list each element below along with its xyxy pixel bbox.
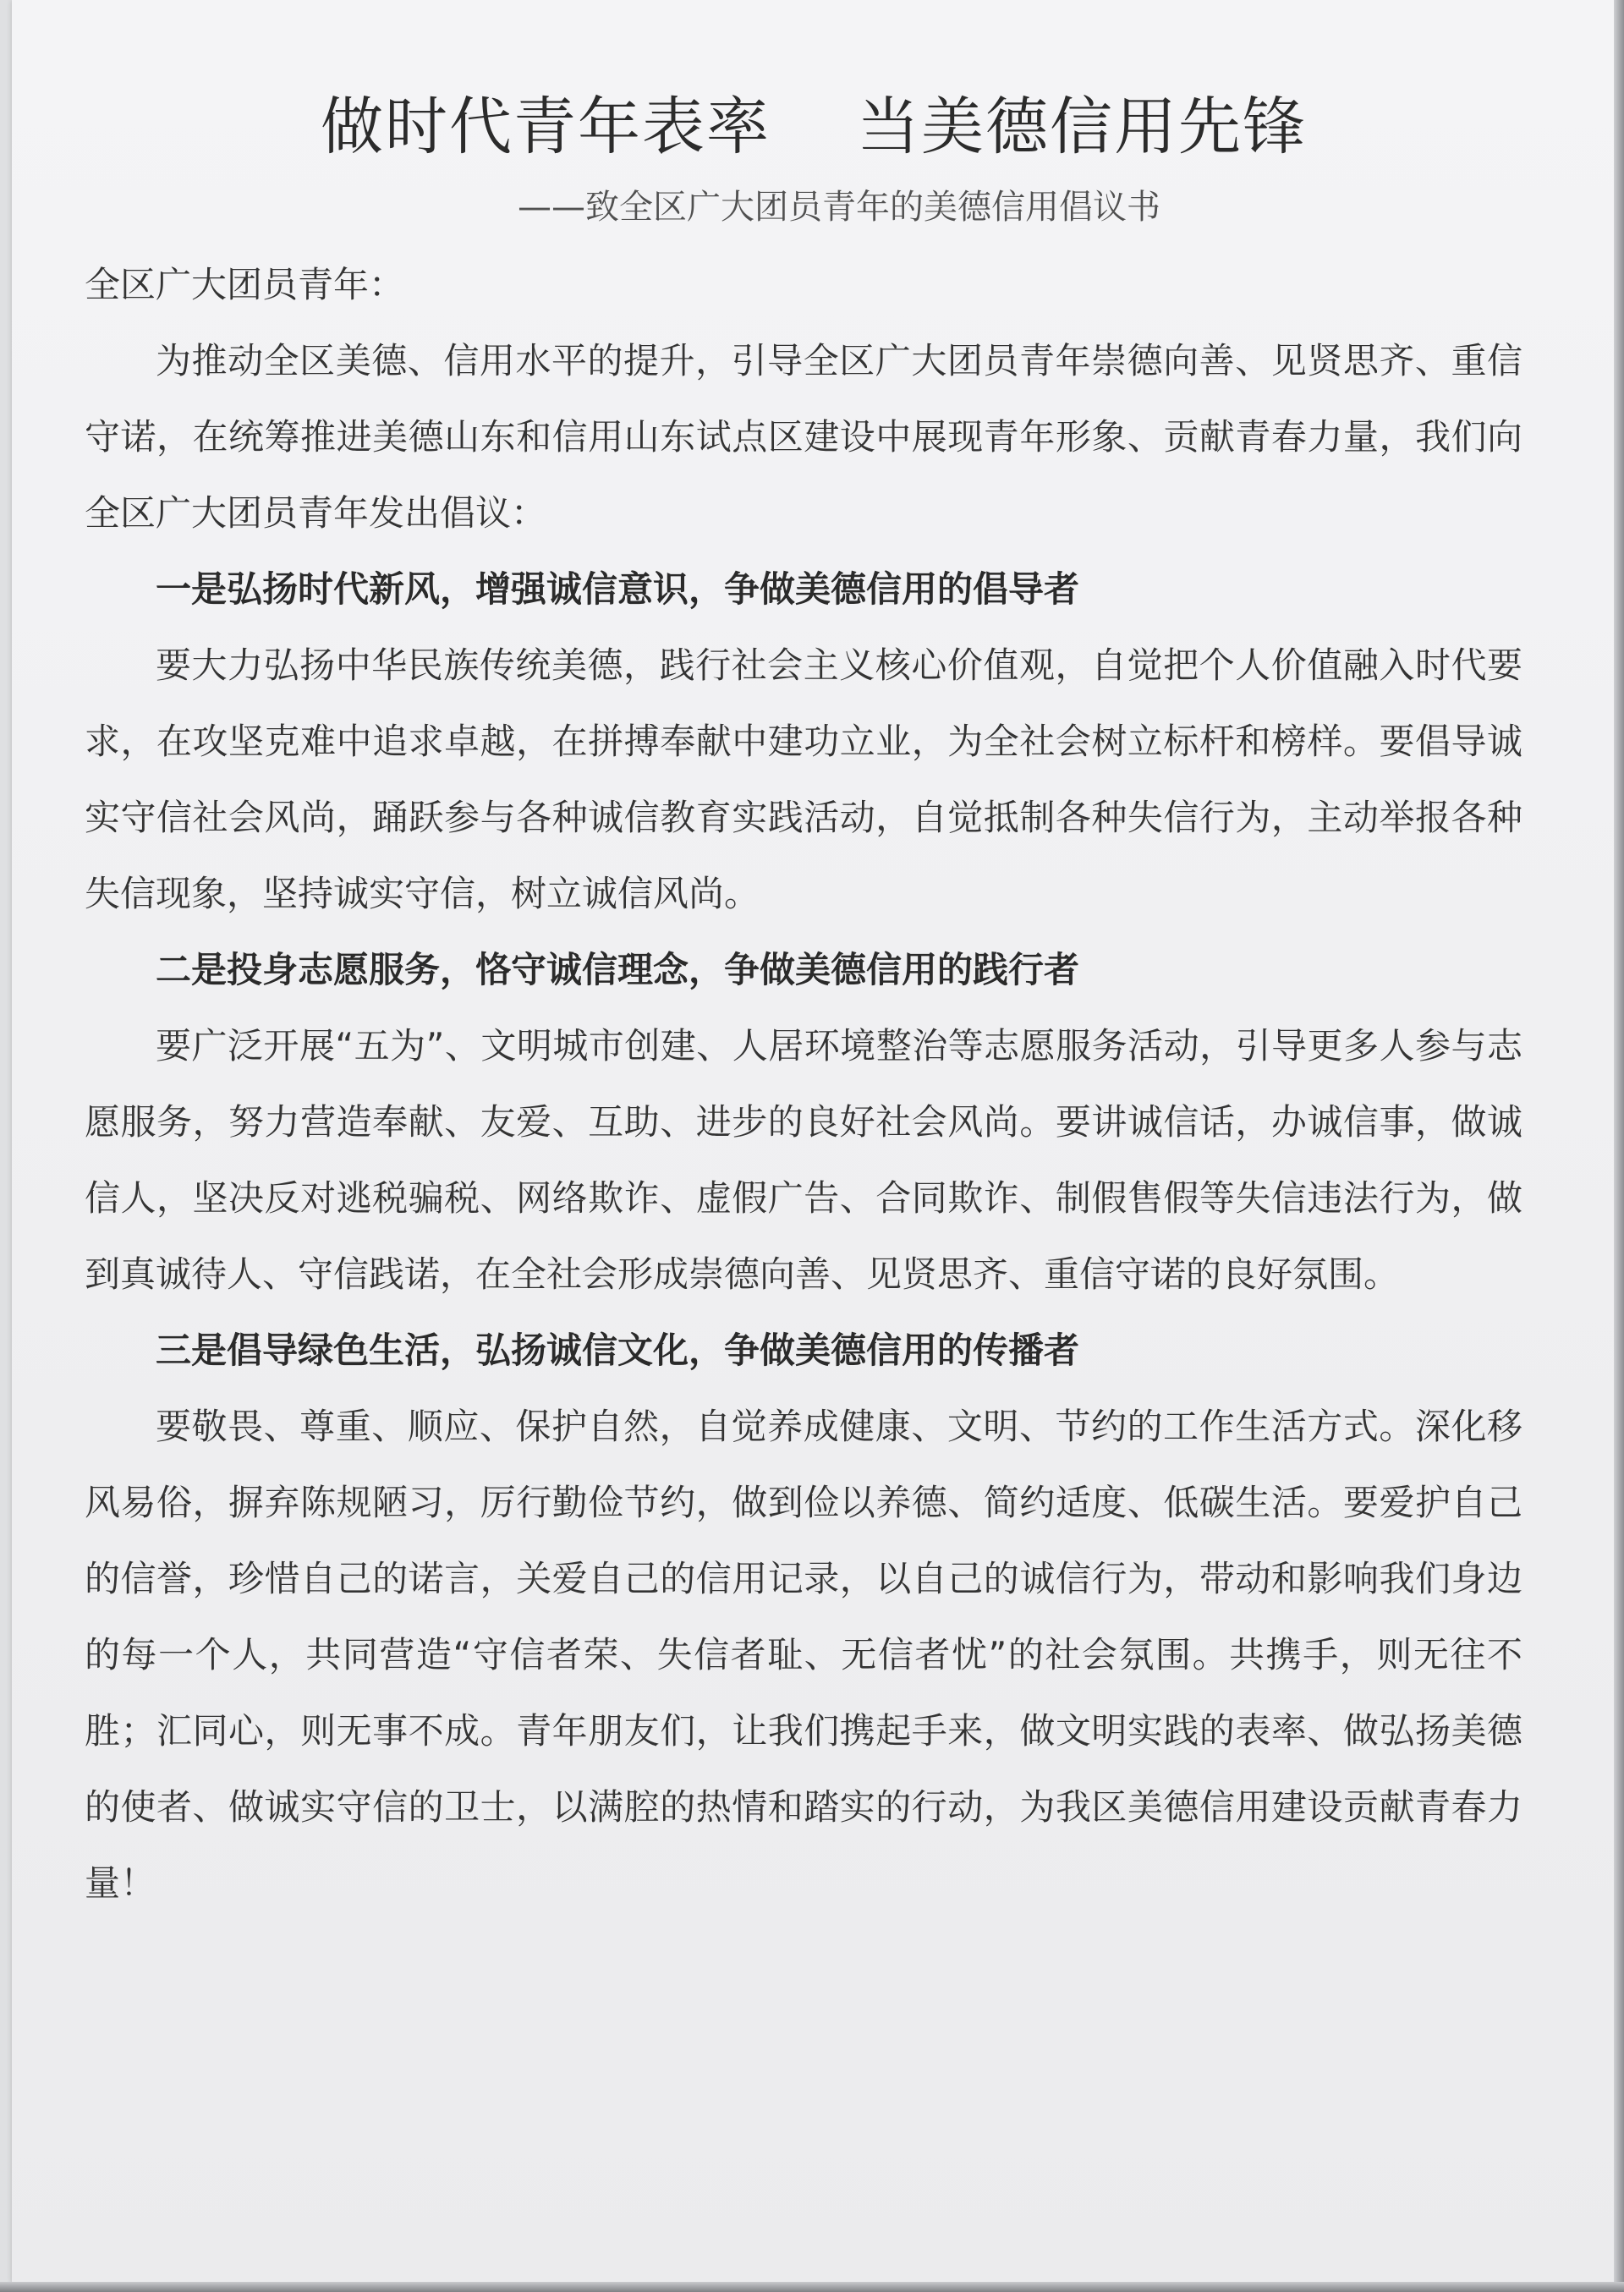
section-heading-3: 三是倡导绿色生活，弘扬诚信文化，争做美德信用的传播者 <box>156 1330 1080 1371</box>
section-heading-2: 二是投身志愿服务，恪守诚信理念，争做美德信用的践行者 <box>156 949 1080 990</box>
document-title: 做时代青年表率 当美德信用先锋 <box>320 90 1308 163</box>
salutation: 全区广大团员青年： <box>85 264 405 305</box>
document-page <box>12 0 1616 2284</box>
section-body-2: 要广泛开展“五为”、文明城市创建、人居环境整治等志愿服务活动，引导更多人参与志愿服务，努力营造奉献、友爱、互助、进步的良好社会风尚。要讲诚信话，办诚信事，做诚信人，坚决反对逃税骗税、网络欺诈、虚假广告、合同欺诈、制假售假等失信违法行为，做到真诚待人、守信践诺，在全社会形成崇德向善、见贤思齐、重信守诺的良好氛围。 <box>85 1025 1522 1295</box>
section-body-3: 要敬畏、尊重、顺应、保护自然，自觉养成健康、文明、节约的工作生活方式。深化移风易俗，摒弃陈规陋习，厉行勤俭节约，做到俭以养德、简约适度、低碳生活。要爱护自己的信誉，珍惜自己的诺言，关爱自己的信用记录，以自己的诚信行为，带动和影响我们身边的每一个人，共同营造“守信者荣、失信者耻、无信者忧”的社会氛围。共携手，则无往不胜；汇同心，则无事不成。青年朋友们，让我们携起手来，做文明实践的表率、做弘扬美德的使者、做诚实守信的卫士，以满腔的热情和踏实的行动，为我区美德信用建设贡献青春力量！ <box>85 1406 1522 1904</box>
section-heading-1: 一是弘扬时代新风，增强诚信意识，争做美德信用的倡导者 <box>156 568 1080 610</box>
section-body-1: 要大力弘扬中华民族传统美德，践行社会主义核心价值观，自觉把个人价值融入时代要求，在攻坚克难中追求卓越，在拼搏奉献中建功立业，为全社会树立标杆和榜样。要倡导诚实守信社会风尚，踊跃参与各种诚信教育实践活动，自觉抵制各种失信行为，主动举报各种失信现象，坚持诚实守信，树立诚信风尚。 <box>85 644 1522 914</box>
intro-paragraph: 为推动全区美德、信用水平的提升，引导全区广大团员青年崇德向善、见贤思齐、重信守诺，在统筹推进美德山东和信用山东试点区建设中展现青年形象、贡献青春力量，我们向全区广大团员青年发出倡议： <box>85 340 1522 534</box>
page-bottom-shadow <box>0 2282 1624 2292</box>
document-subtitle: ——致全区广大团员青年的美德信用倡议书 <box>518 188 1160 227</box>
page-edge-shadow <box>1614 0 1624 2292</box>
document-body <box>85 247 1522 1922</box>
